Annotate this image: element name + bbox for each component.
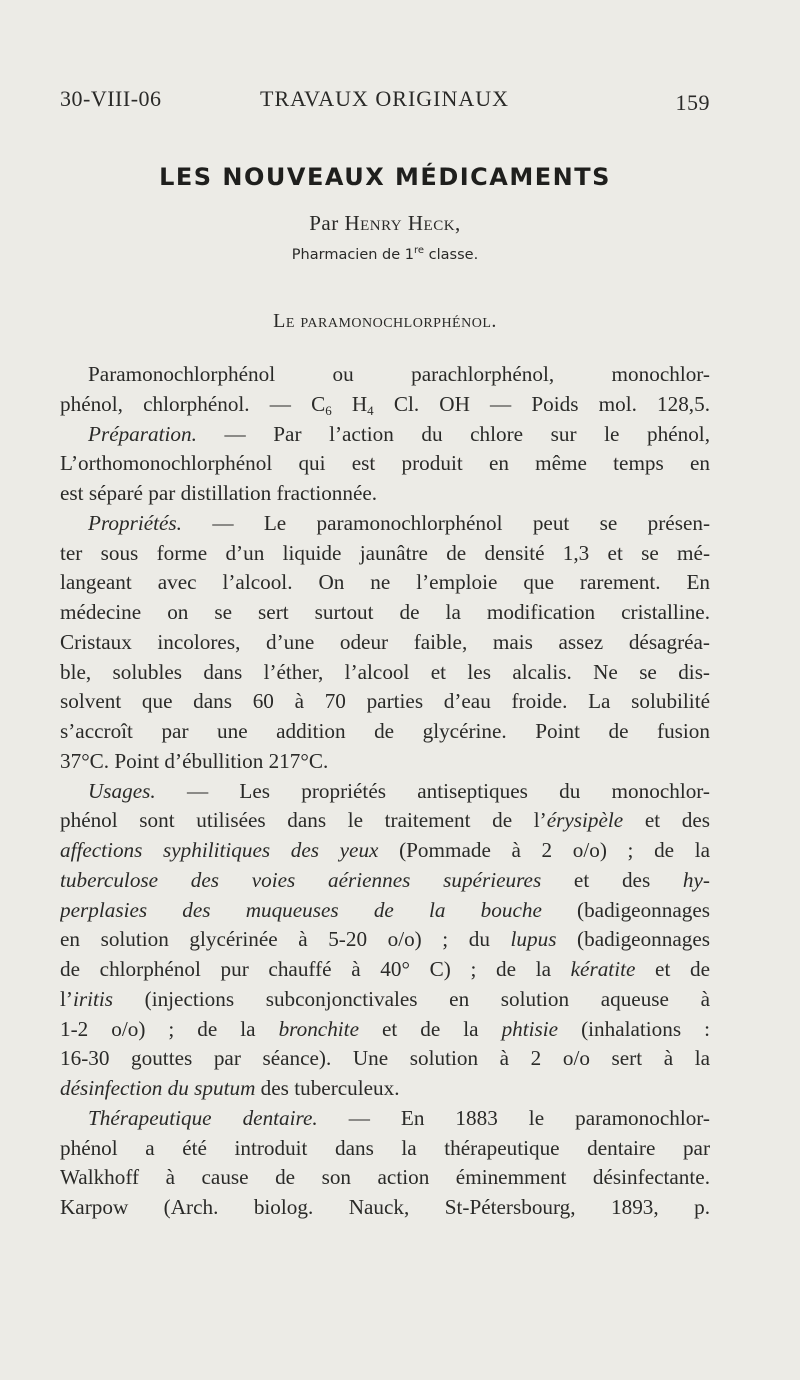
author-name: Henry Heck, [344,211,461,235]
text-line: s’accroît par une addition de glycérine. Point de fusion [60,719,710,743]
running-header [60,86,710,116]
text-line: Préparation. — Par l’action du chlore sur le phénol, [88,421,710,446]
article-title: LES NOUVEAUX MÉDICAMENTS [159,163,611,191]
text-line: Walkhoff à cause de son action éminemment désinfectante. [60,1165,710,1190]
text-line: ter sous forme d’un liquide jaunâtre de densité 1,3 et se mé- [60,540,710,565]
text-line: 16-30 gouttes par séance). Une solution à 2 o/o sert à la [60,1046,710,1071]
text-line: Paramonochlorphénol ou parachlorphénol, monochlor- [88,362,710,386]
text-line: Cristaux incolores, d’une odeur faible, mais assez désagréa- [60,629,710,654]
text-line: L’orthomonochlorphénol qui est produit en même temps en [60,451,710,476]
byline [60,211,710,236]
text-line: solvent que dans 60 à 70 parties d’eau froide. La solubilité [60,689,710,714]
text-line: phénol sont utilisées dans le traitement de l’érysipèle et des [60,808,710,833]
header-section: TRAVAUX ORIGINAUX [260,86,510,111]
body-text [60,360,710,1223]
text-line: Karpow (Arch. biolog. Nauck, St-Pétersbourg, 1893, p. [60,1195,710,1219]
text-line: phénol a été introduit dans la thérapeutique dentaire par [60,1135,710,1160]
text-line: l’iritis (injections subconjonctivales en solution aqueuse à [60,986,710,1011]
text-line: Usages. — Les propriétés antiseptiques du monochlor- [88,778,710,803]
section-title: Le paramonochlorphénol. [273,310,497,332]
text-line: 1-2 o/o) ; de la bronchite et de la phtisie (inhalations : [60,1016,710,1041]
text-line: 37°C. Point d’ébullition 217°C. [60,748,329,773]
text-line: phénol, chlorphénol. — $C_6$ $H_4$ Cl. OH — Poids mol. 128,5. [60,391,710,418]
text-line: affections syphilitiques des yeux (Pommade à 2 o/o) ; de la [60,838,710,862]
author-credential: Pharmacien de 1re classe. [291,245,479,263]
text-line: Propriétés. — Le paramonochlorphénol peut se présen- [88,510,710,535]
text-line: ble, solubles dans l’éther, l’alcool et les alcalis. Ne se dis- [60,659,710,684]
text-line: Thérapeutique dentaire. — En 1883 le paramonochlor- [88,1105,710,1130]
text-line: tuberculose des voies aériennes supérieures et des hy- [60,867,710,892]
text-line: désinfection du sputum des tuberculeux. [60,1076,400,1100]
text-line: perplasies des muqueuses de la bouche (badigeonnages [60,897,710,922]
header-date: 30-VIII-06 [60,86,162,111]
page-number: 159 [675,90,710,115]
byline-prefix: Par [309,211,339,235]
text-line: est séparé par distillation fractionnée. [60,481,378,505]
text-line: médecine on se sert surtout de la modification cristalline. [60,600,710,624]
text-line: de chlorphénol pur chauffé à 40° C) ; de la kératite et de [60,957,710,981]
text-line: langeant avec l’alcool. On ne l’emploie que rarement. En [60,570,710,595]
text-line: en solution glycérinée à 5-20 o/o) ; du lupus (badigeonnages [60,927,710,952]
